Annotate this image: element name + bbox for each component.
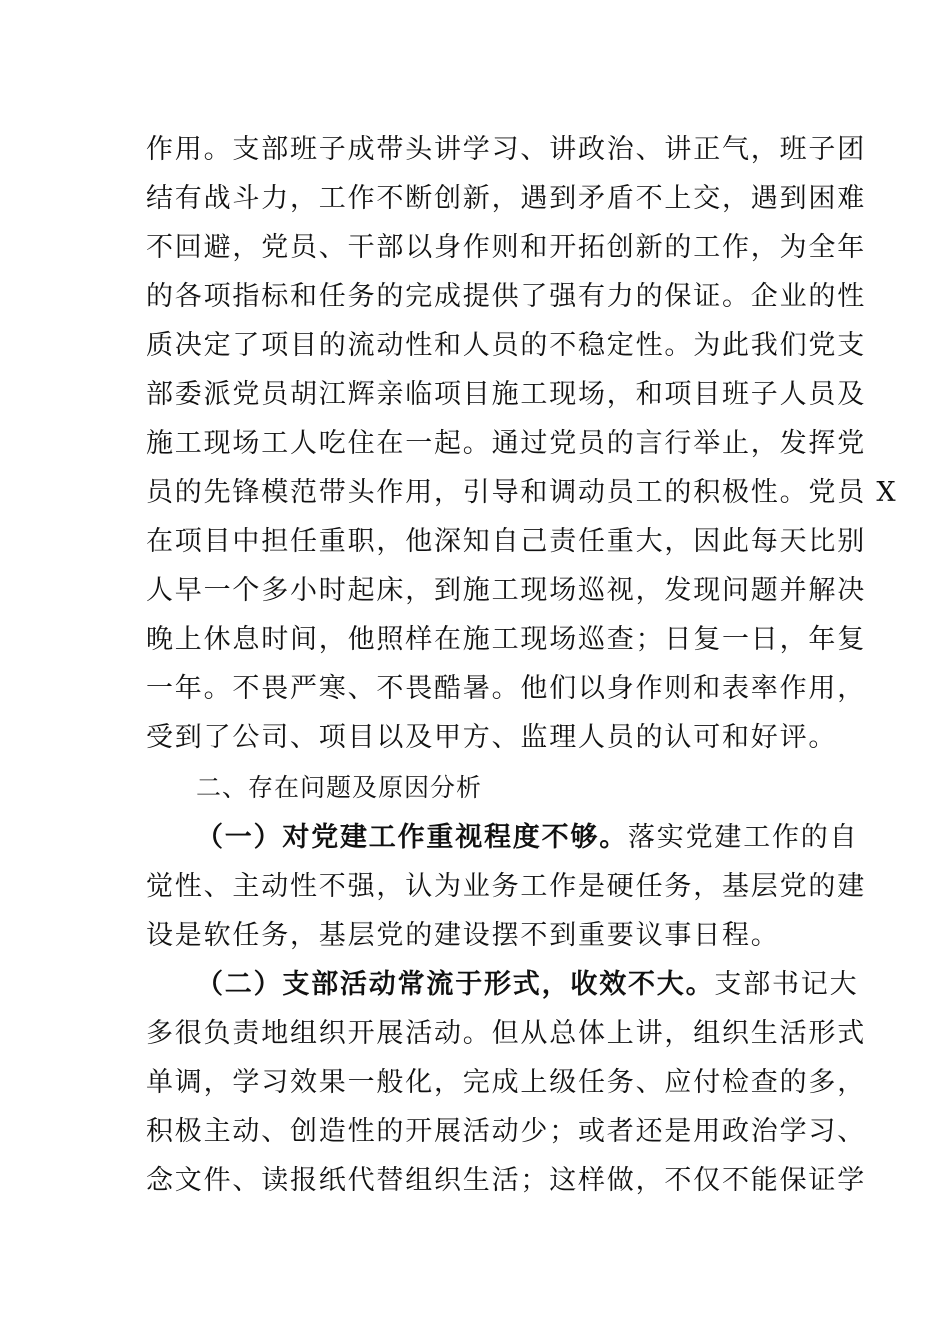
paragraph-line: 的各项指标和任务的完成提供了强有力的保证。企业的性 bbox=[146, 281, 866, 312]
paragraph-line: 人早一个多小时起床，到施工现场巡视，发现问题并解决 bbox=[146, 575, 866, 606]
subsection-first-line bbox=[196, 967, 858, 1003]
paragraph-line: 部委派党员胡江辉亲临项目施工现场，和项目班子人员及 bbox=[146, 379, 866, 410]
paragraph-line: 设是软任务，基层党的建设摆不到重要议事日程。 bbox=[146, 920, 780, 951]
paragraph-line: 晚上休息时间，他照样在施工现场巡查；日复一日，年复 bbox=[146, 624, 866, 655]
subsection-title: （一）对党建工作重视程度不够。 bbox=[196, 822, 628, 853]
subsection-text: 支部书记大 bbox=[714, 969, 859, 1000]
paragraph-line: 作用。支部班子成带头讲学习、讲政治、讲正气，班子团 bbox=[146, 134, 866, 165]
paragraph-line: 结有战斗力，工作不断创新，遇到矛盾不上交，遇到困难 bbox=[146, 183, 866, 214]
subsection-title: （二）支部活动常流于形式，收效不大。 bbox=[196, 969, 715, 1000]
paragraph-line: 员的先锋模范带头作用，引导和调动员工的积极性。党员 X bbox=[146, 477, 898, 508]
paragraph-line: 不回避，党员、干部以身作则和开拓创新的工作，为全年 bbox=[146, 232, 866, 263]
section-heading: 二、存在问题及原因分析 bbox=[196, 773, 483, 802]
subsection-text: 落实党建工作的自 bbox=[628, 822, 859, 853]
paragraph-line: 质决定了项目的流动性和人员的不稳定性。为此我们党支 bbox=[146, 330, 866, 361]
paragraph-line: 一年。不畏严寒、不畏酷暑。他们以身作则和表率作用， bbox=[146, 673, 866, 704]
paragraph-line: 受到了公司、项目以及甲方、监理人员的认可和好评。 bbox=[146, 722, 838, 753]
paragraph-line: 觉性、主动性不强，认为业务工作是硬任务，基层党的建 bbox=[146, 871, 866, 902]
subsection-first-line bbox=[196, 820, 858, 856]
paragraph-line: 施工现场工人吃住在一起。通过党员的言行举止，发挥党 bbox=[146, 428, 866, 459]
paragraph-line: 在项目中担任重职，他深知自己责任重大，因此每天比别 bbox=[146, 526, 866, 557]
paragraph-line: 多很负责地组织开展活动。但从总体上讲，组织生活形式 bbox=[146, 1018, 866, 1049]
paragraph-line: 单调，学习效果一般化，完成上级任务、应付检查的多， bbox=[146, 1067, 866, 1098]
paragraph-line: 念文件、读报纸代替组织生活；这样做，不仅不能保证学 bbox=[146, 1165, 866, 1196]
paragraph-line: 积极主动、创造性的开展活动少；或者还是用政治学习、 bbox=[146, 1116, 866, 1147]
